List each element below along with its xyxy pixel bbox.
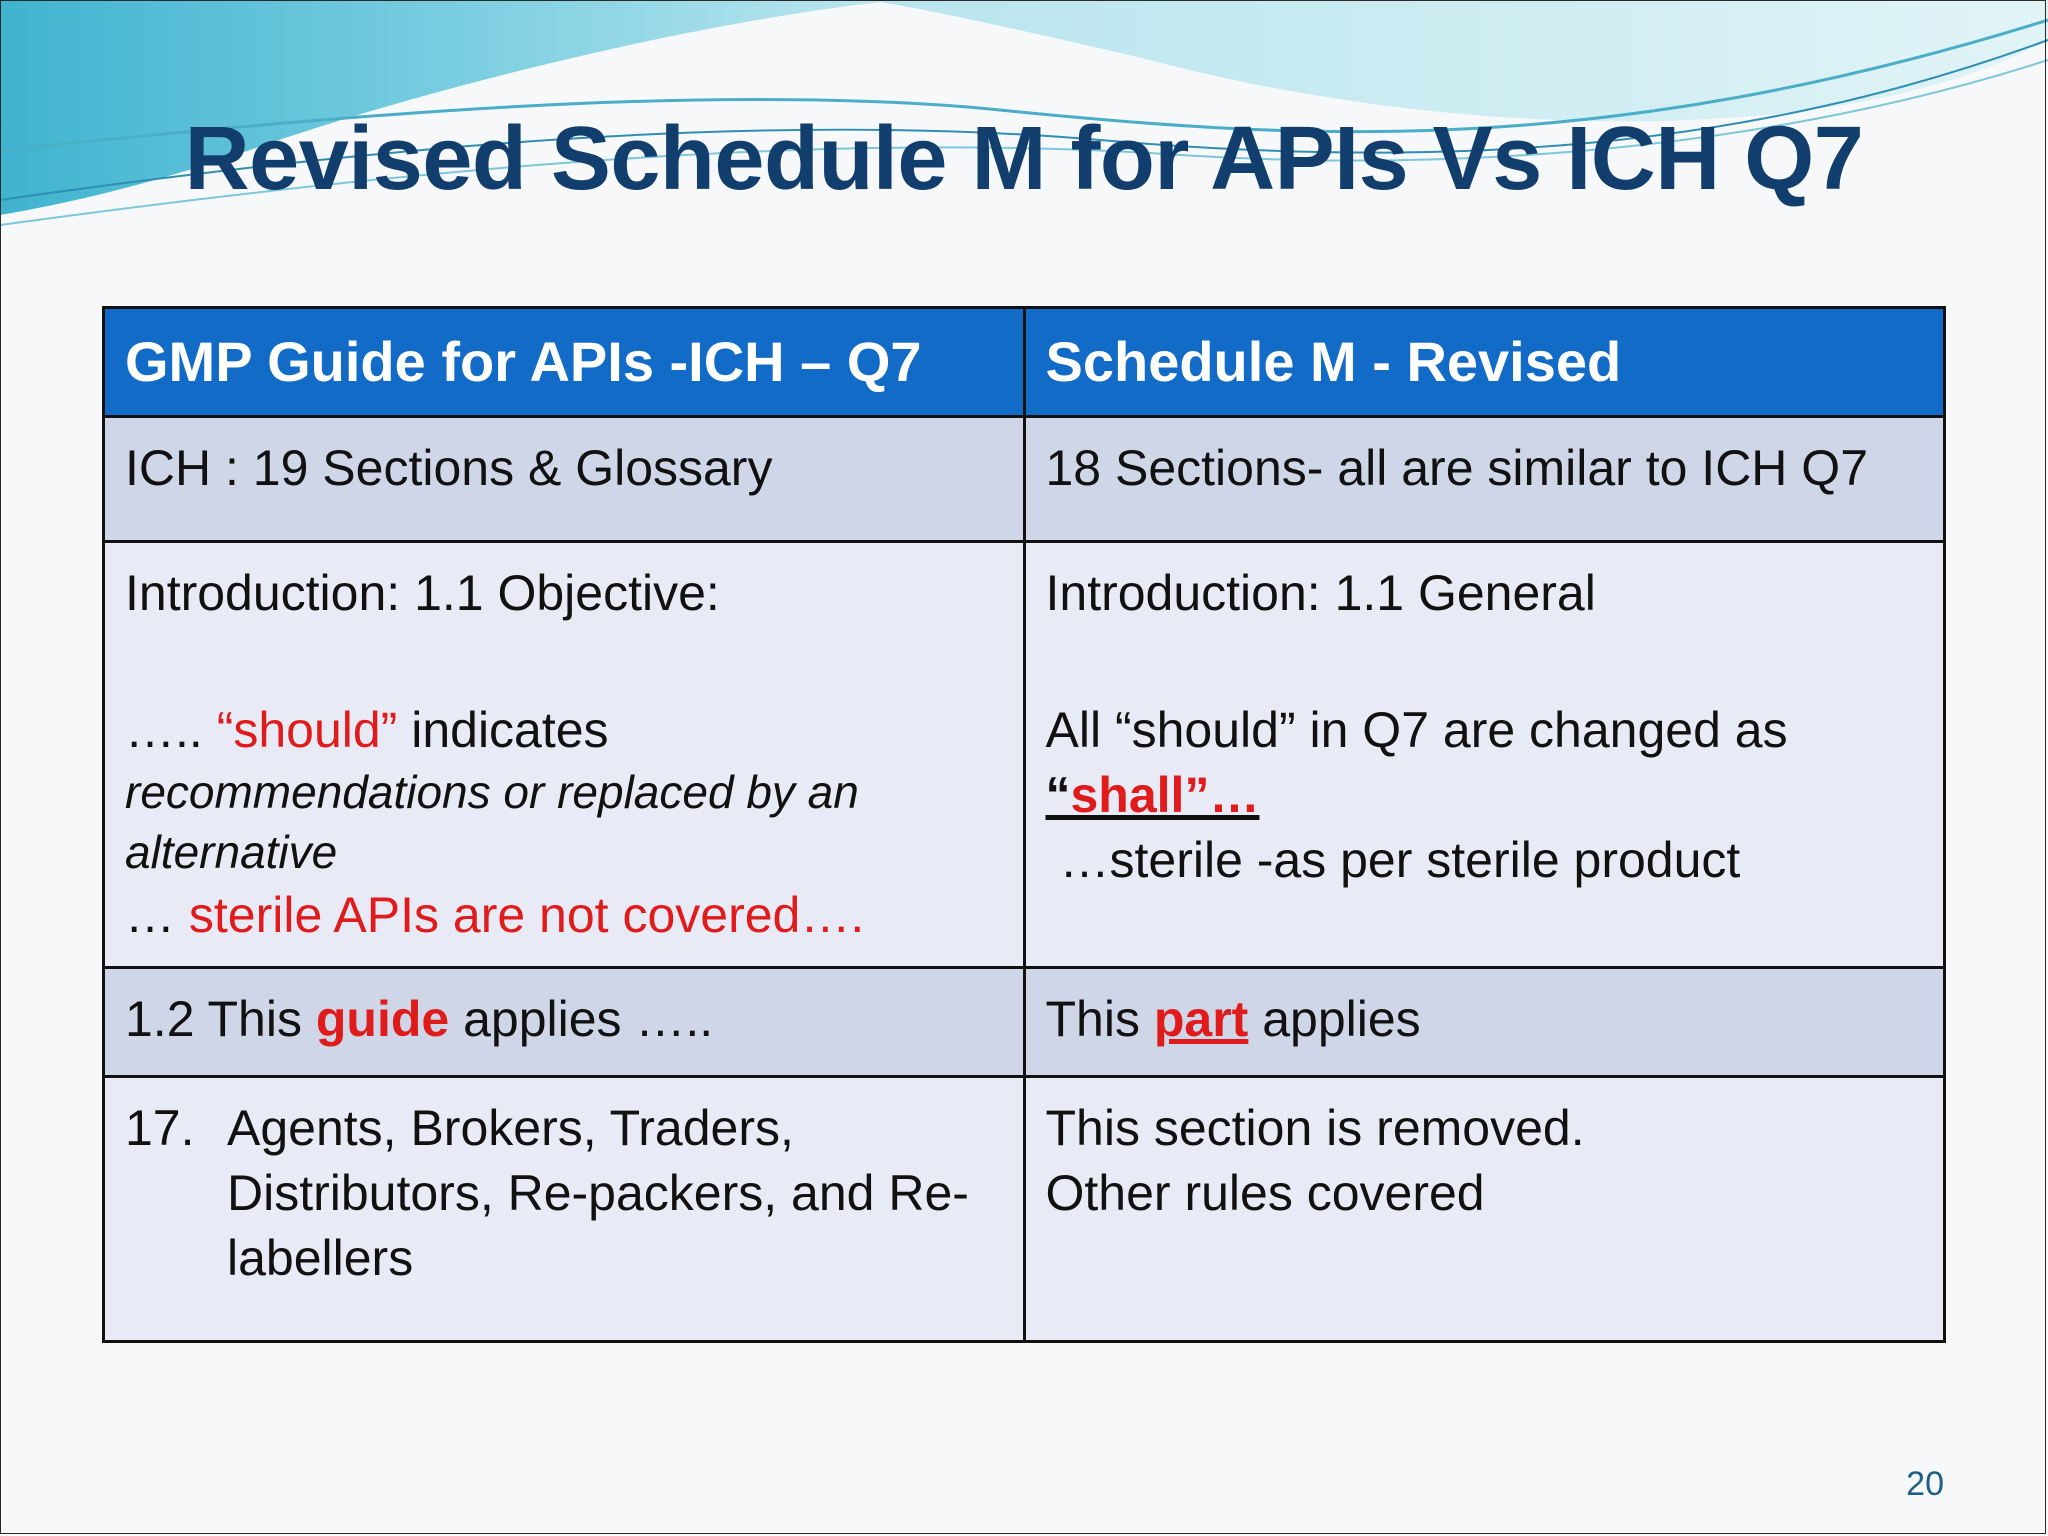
- should-keyword: “should”: [216, 702, 398, 758]
- shall-quote: “: [1045, 767, 1071, 823]
- ellipsis-text: …..: [125, 702, 217, 758]
- should-changed-text: All “should” in Q7 are changed as: [1045, 702, 1788, 758]
- cell-sections-schedule-m: 18 Sections- all are similar to ICH Q7: [1024, 417, 1945, 542]
- cell-section-17: [104, 1076, 1025, 1341]
- item-text: Agents, Brokers, Traders, Distributors, Re-packers, and Re-labellers: [227, 1099, 969, 1286]
- intro-heading-ich: Introduction: 1.1 Objective:: [125, 565, 720, 621]
- ellipsis-text: …: [125, 886, 189, 943]
- sterile-product-text: …sterile -as per sterile product: [1059, 832, 1741, 888]
- cell-introduction-schedule-m: [1024, 542, 1945, 968]
- sterile-line: [125, 883, 1003, 948]
- table-row: [104, 967, 1945, 1076]
- shall-keyword: shall”…: [1070, 767, 1260, 823]
- guide-prefix: 1.2 This: [125, 990, 316, 1047]
- cell-part-applies: [1024, 967, 1945, 1076]
- list-item: [125, 1096, 1003, 1291]
- slide-title: Revised Schedule M for APIs Vs ICH Q7: [184, 109, 1864, 209]
- part-prefix: This: [1045, 990, 1154, 1047]
- header-schedule-m: Schedule M - Revised: [1024, 308, 1945, 417]
- cell-guide-applies: [104, 967, 1025, 1076]
- table-row: [104, 1076, 1945, 1341]
- comparison-table: [102, 306, 1946, 1343]
- guide-keyword: guide: [315, 990, 450, 1047]
- item-number: 17.: [125, 1099, 195, 1156]
- cell-section-removed: [1024, 1076, 1945, 1341]
- should-line: [125, 698, 1003, 763]
- table-row: [104, 542, 1945, 968]
- header-ich-q7: GMP Guide for APIs -ICH – Q7: [104, 308, 1025, 417]
- part-suffix: applies: [1248, 990, 1421, 1047]
- recommendation-note: recommendations or replaced by an alternative: [125, 766, 859, 878]
- shall-line: [1046, 763, 1924, 828]
- guide-suffix: applies …..: [449, 990, 714, 1047]
- removed-text: This section is removed.: [1045, 1099, 1585, 1156]
- page-number: 20: [1906, 1465, 1944, 1503]
- table-row: [104, 417, 1945, 542]
- part-keyword: part: [1153, 990, 1249, 1047]
- indicates-text: indicates: [397, 702, 609, 758]
- table-header-row: [104, 308, 1945, 417]
- cell-sections-ich: ICH : 19 Sections & Glossary: [104, 417, 1025, 542]
- cell-introduction-ich: [104, 542, 1025, 968]
- intro-heading-schedule-m: Introduction: 1.1 General: [1045, 565, 1596, 621]
- other-rules-text: Other rules covered: [1045, 1164, 1485, 1221]
- sterile-not-covered: sterile APIs are not covered….: [188, 886, 865, 943]
